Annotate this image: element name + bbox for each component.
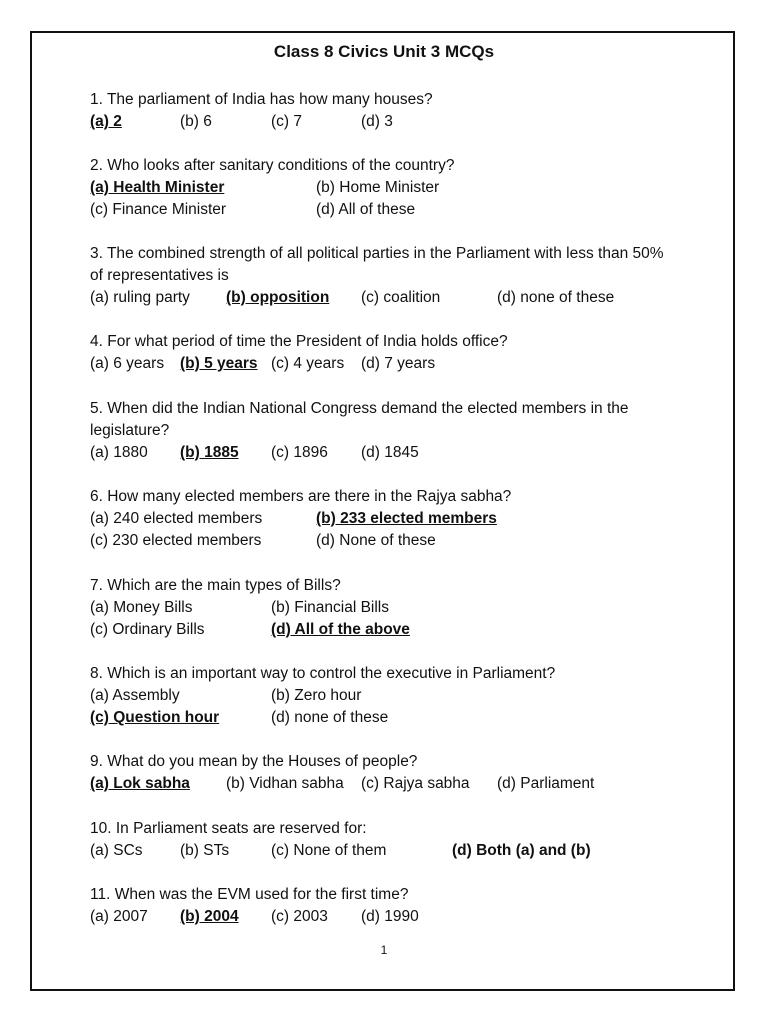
option-b: (b) Home Minister (316, 179, 440, 196)
option-a: (a) 2007 (90, 908, 148, 925)
question-text: 5. When did the Indian National Congress demand the elected members in the legislature? (90, 400, 629, 439)
option-d: (d) Parliament (497, 775, 595, 792)
option-c: (c) 230 elected members (90, 532, 262, 549)
question-text: 8. Which is an important way to control the executive in Parliament? (90, 665, 556, 682)
question-10 (90, 818, 670, 862)
option-c: (c) Ordinary Bills (90, 621, 205, 638)
option-b-answer: (b) 2004 (180, 908, 239, 925)
question-9 (90, 751, 670, 795)
option-c: (c) 1896 (271, 444, 328, 461)
option-c: (c) 4 years (271, 355, 345, 372)
page-number: 1 (380, 943, 388, 957)
option-b: (b) 6 (180, 113, 212, 130)
option-a: (a) ruling party (90, 289, 190, 306)
question-text: 7. Which are the main types of Bills? (90, 577, 341, 594)
option-a: (a) 240 elected members (90, 510, 263, 527)
option-a: (a) Assembly (90, 687, 180, 704)
question-5 (90, 398, 670, 464)
question-4 (90, 331, 670, 375)
question-6 (90, 486, 670, 552)
question-text: 1. The parliament of India has how many houses? (90, 91, 433, 108)
question-1 (90, 89, 670, 133)
option-a: (a) 1880 (90, 444, 148, 461)
option-b-answer: (b) opposition (226, 289, 330, 306)
question-11 (90, 884, 670, 928)
option-c: (c) coalition (361, 289, 441, 306)
question-8 (90, 663, 670, 729)
question-text: 10. In Parliament seats are reserved for: (90, 820, 367, 837)
option-b-answer: (b) 1885 (180, 444, 239, 461)
option-d: (d) none of these (497, 289, 615, 306)
option-d-answer: (d) All of the above (271, 621, 410, 638)
option-b: (b) Zero hour (271, 687, 362, 704)
question-text: 4. For what period of time the President of India holds office? (90, 333, 508, 350)
option-a: (a) 6 years (90, 355, 165, 372)
option-c: (c) Rajya sabha (361, 775, 470, 792)
option-b: (b) Financial Bills (271, 599, 390, 616)
question-3 (90, 243, 670, 309)
option-b-answer: (b) 233 elected members (316, 510, 497, 527)
option-a-answer: (a) 2 (90, 113, 122, 130)
question-7 (90, 575, 670, 641)
option-c: (c) 7 (271, 113, 302, 130)
option-b-answer: (b) 5 years (180, 355, 258, 372)
option-d: (d) 1990 (361, 908, 419, 925)
option-d: (d) none of these (271, 709, 389, 726)
option-d: (d) 1845 (361, 444, 419, 461)
question-text: 6. How many elected members are there in the Rajya sabha? (90, 488, 512, 505)
option-b: (b) Vidhan sabha (226, 775, 344, 792)
question-text: 9. What do you mean by the Houses of people? (90, 753, 418, 770)
option-c: (c) None of them (271, 842, 387, 859)
option-d: (d) 7 years (361, 355, 436, 372)
option-d: (d) 3 (361, 113, 393, 130)
option-a-answer: (a) Health Minister (90, 179, 225, 196)
option-a-answer: (a) Lok sabha (90, 775, 190, 792)
page-title: Class 8 Civics Unit 3 MCQs (273, 42, 495, 61)
option-a: (a) Money Bills (90, 599, 193, 616)
option-c: (c) Finance Minister (90, 201, 227, 218)
option-b: (b) STs (180, 842, 230, 859)
option-c-answer: (c) Question hour (90, 709, 220, 726)
option-c: (c) 2003 (271, 908, 328, 925)
option-d: (d) All of these (316, 201, 416, 218)
question-text: 2. Who looks after sanitary conditions of the country? (90, 157, 455, 174)
option-d: (d) None of these (316, 532, 436, 549)
question-text: 3. The combined strength of all political parties in the Parliament with less than 50% of representatives is (90, 245, 664, 284)
question-2 (90, 155, 670, 221)
option-d-answer: (d) Both (a) and (b) (452, 842, 591, 859)
option-a: (a) SCs (90, 842, 143, 859)
question-text: 11. When was the EVM used for the first time? (90, 886, 409, 903)
